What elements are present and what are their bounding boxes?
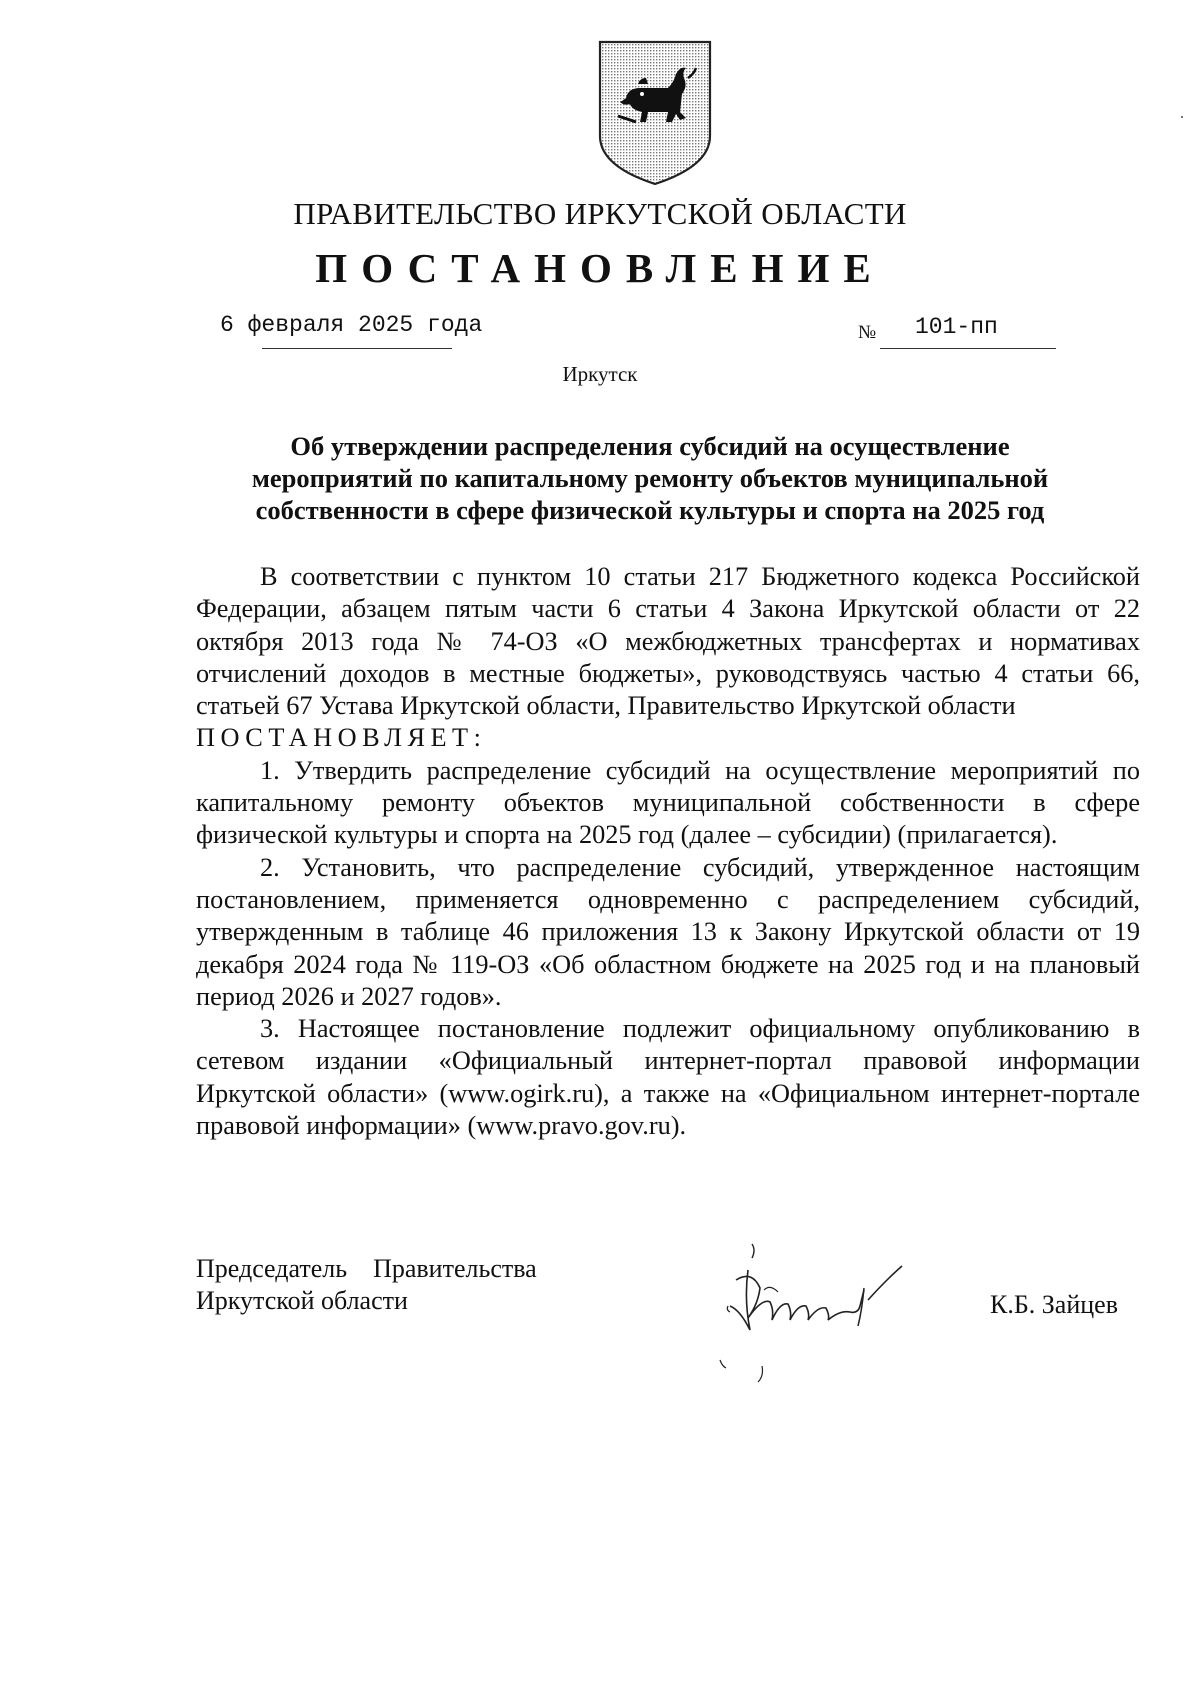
document-date: 6 февраля 2025 года xyxy=(220,312,483,338)
decree-item: 2. Установить, что распределение субсидий, утвержденное настоящим постановлением, применяется одновременно с распределением субсидий, утвержденным в таблице 46 приложения 13 к Закону Иркутской области от 19 декабря 2024 года № 119-ОЗ «Об областном бюджете на 2025 год и на плановый период 2026 и 2027 годов». xyxy=(196,852,1140,1011)
position-line: Иркутской области xyxy=(196,1286,408,1315)
handwritten-signature xyxy=(700,1240,980,1390)
document-number: 101-пп xyxy=(915,314,998,340)
number-sign: № xyxy=(858,322,877,343)
signatory-name: К.Б. Зайцев xyxy=(990,1290,1118,1319)
decree-item: 1. Утвердить распределение субсидий на осуществление мероприятий по капитальному ремонту объектов муниципальной собственности в сфере физической культуры и спорта на 2025 год (далее – субсидии) (прилагается). xyxy=(196,755,1140,850)
signatory-position xyxy=(196,1253,537,1317)
decree-word: ПОСТАНОВЛЯЕТ: xyxy=(196,723,487,753)
organization-name: ПРАВИТЕЛЬСТВО ИРКУТСКОЙ ОБЛАСТИ xyxy=(293,196,907,231)
document-type-heading: ПОСТАНОВЛЕНИЕ xyxy=(315,245,885,291)
position-word: Правительства xyxy=(373,1254,537,1283)
decree-item: 3. Настоящее постановление подлежит официальному опубликованию в сетевом издании «Официальный интернет-портал правовой информации Иркутской области» (www.ogirk.ru), а также на «Официальном интернет-портале правовой информации» (www.pravo.gov.ru). xyxy=(196,1014,1140,1141)
date-underline xyxy=(262,348,452,349)
coat-of-arms-emblem xyxy=(596,38,714,188)
scan-speck xyxy=(1181,116,1183,118)
document-title xyxy=(190,430,1110,526)
number-underline xyxy=(880,348,1056,349)
title-line: Об утверждении распределения субсидий на осуществление xyxy=(290,431,1010,461)
city-name: Иркутск xyxy=(562,362,638,386)
title-line: собственности в сфере физической культуры и спорта на 2025 год xyxy=(255,495,1045,525)
preamble-paragraph: В соответствии с пунктом 10 статьи 217 Бюджетного кодекса Российской Федерации, абзацем пятым части 6 статьи 4 Закона Иркутской области от 22 октября 2013 года № 74-ОЗ «О межбюджетных трансфертах и нормативах отчислений доходов в местные бюджеты», руководствуясь частью 4 статьи 66, статьей 67 Устава Иркутской области, Правительство Иркутской области xyxy=(196,562,1140,721)
document-body xyxy=(196,561,1140,1142)
title-line: мероприятий по капитальному ремонту объектов муниципальной xyxy=(251,463,1049,493)
position-word: Председатель xyxy=(196,1254,348,1283)
